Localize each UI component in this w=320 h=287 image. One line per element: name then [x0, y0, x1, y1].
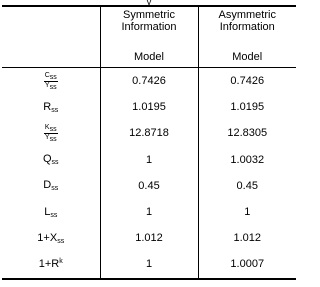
row-label: [2, 225, 100, 251]
table-row: [2, 251, 296, 278]
fraction-label: [44, 124, 58, 143]
header-asymmetric-line1: Asymmetric Information: [218, 9, 276, 33]
row-label: [2, 173, 100, 199]
row-label: [2, 120, 100, 146]
label-base: 1+X: [37, 231, 58, 244]
header-asymmetric-line2: Model: [232, 51, 263, 63]
fraction-denominator: [44, 134, 58, 143]
label-subscript: ss: [51, 106, 59, 114]
symmetric-value: 12.8718: [100, 120, 198, 146]
symmetric-value: 0.7426: [100, 68, 198, 95]
row-label: [2, 199, 100, 225]
symmetric-value: 1: [100, 251, 198, 278]
denominator-subscript: ss: [49, 135, 57, 143]
asymmetric-value: 12.8305: [227, 127, 268, 140]
header-corner-cell: [2, 6, 100, 68]
label-base: L: [44, 205, 51, 218]
asymmetric-value: 1.012: [233, 232, 262, 245]
label-subscript: ss: [50, 211, 58, 219]
denominator-base: Y: [44, 81, 50, 89]
denominator-base: Y: [44, 133, 50, 141]
table-row: [2, 68, 296, 95]
table-row: [2, 120, 296, 146]
table-row: [2, 94, 296, 120]
symmetric-value: 1.0195: [100, 94, 198, 120]
fraction-numerator: [44, 124, 58, 134]
table-row: [2, 199, 296, 225]
table-row: [2, 173, 296, 199]
label-subscript: ss: [57, 237, 65, 245]
numerator-subscript: ss: [49, 125, 57, 133]
header-symmetric: [100, 6, 198, 68]
numerator-base: C: [44, 71, 50, 79]
row-label: [2, 147, 100, 173]
row-label: [2, 251, 100, 278]
header-symmetric-line2: Model: [134, 51, 164, 63]
numerator-base: K: [44, 123, 50, 131]
asymmetric-value: 0.7426: [230, 75, 265, 88]
numerator-subscript: ss: [49, 73, 57, 81]
table-header-row: [2, 6, 296, 68]
symmetric-value: 1: [100, 199, 198, 225]
steady-state-table-container: [2, 0, 296, 285]
row-label: [2, 68, 100, 95]
table-title-fragment: y: [146, 0, 152, 6]
table-row: [2, 147, 296, 173]
table-row: [2, 225, 296, 251]
header-symmetric-line1: Symmetric Information: [121, 9, 177, 33]
asymmetric-value: 1.0195: [230, 101, 265, 114]
label-base: D: [43, 179, 52, 192]
steady-state-table: [2, 0, 296, 280]
fraction-numerator: [44, 72, 58, 82]
label-base: Q: [42, 153, 52, 166]
asymmetric-value: 0.45: [236, 179, 258, 192]
denominator-subscript: ss: [49, 83, 57, 91]
label-base: 1+R: [38, 258, 60, 271]
label-base: R: [43, 100, 52, 113]
asymmetric-value: 1.0032: [230, 153, 265, 166]
symmetric-value: 1: [100, 147, 198, 173]
asymmetric-value: 1: [244, 206, 251, 219]
header-asymmetric: [198, 6, 296, 68]
fraction-label: [44, 72, 58, 91]
label-subscript: ss: [51, 185, 59, 193]
label-subscript: ss: [51, 159, 59, 167]
symmetric-value: 1.012: [100, 225, 198, 251]
fraction-denominator: [44, 82, 58, 91]
symmetric-value: 0.45: [100, 173, 198, 199]
label-superscript: k: [59, 258, 63, 266]
row-label: [2, 94, 100, 120]
table-body: [2, 68, 296, 279]
asymmetric-value: 1.0007: [198, 251, 296, 278]
